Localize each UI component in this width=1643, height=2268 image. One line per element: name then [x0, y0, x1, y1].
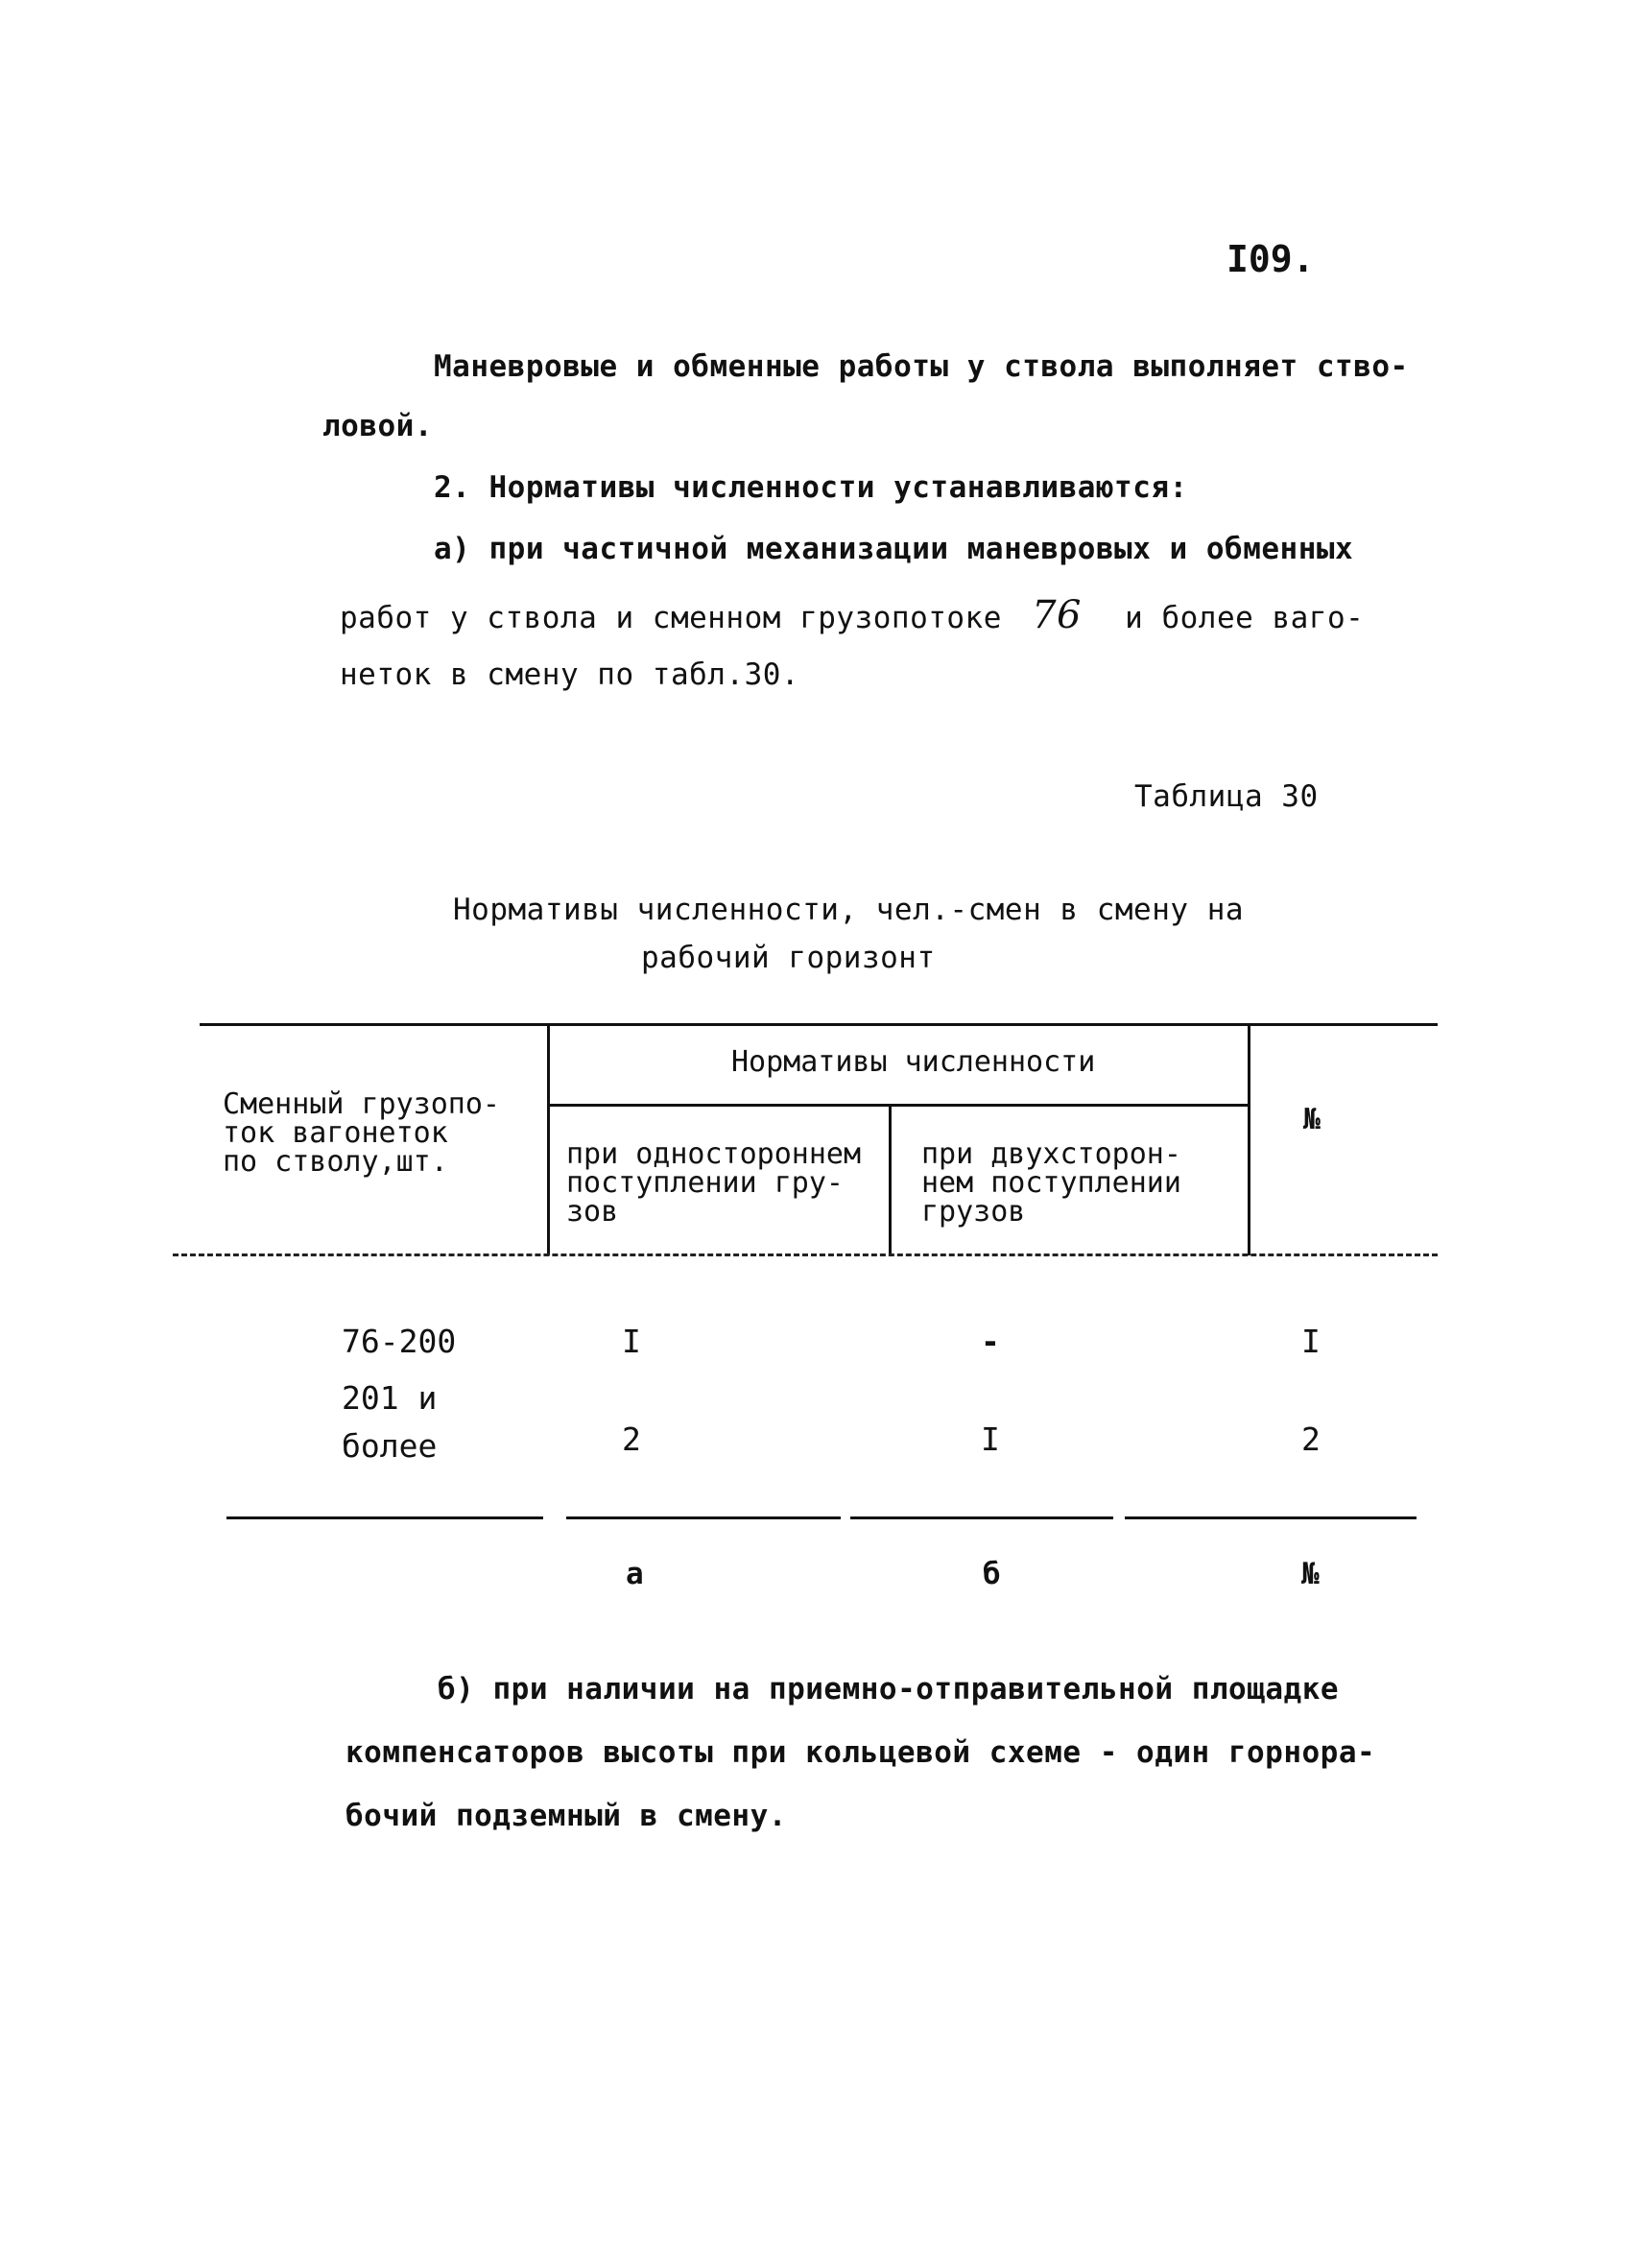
item-a-line-2: [340, 593, 1364, 637]
table-vrule-2: [889, 1104, 892, 1255]
table-bottom-rule-4: [1125, 1516, 1417, 1519]
row-2-range: 201 и более: [342, 1379, 438, 1465]
row-2-number: 2: [1301, 1420, 1321, 1458]
handwritten-value: 76: [1032, 593, 1082, 637]
paragraph-1-line-2: ловой.: [322, 409, 433, 443]
paragraph-1-line-1: Маневровые и обменные работы у ствола выполняет ство-: [434, 349, 1409, 384]
table-title-line-2: рабочий горизонт: [641, 941, 936, 975]
header-one-sided: при одностороннем поступлении гру- зов: [566, 1137, 862, 1229]
row-2-one-sided: 2: [622, 1420, 641, 1458]
row-1-two-sided: -: [981, 1323, 1000, 1360]
table-group-rule: [549, 1104, 1248, 1107]
footer-col-a: а: [626, 1557, 644, 1591]
table-bottom-rule-2: [566, 1516, 841, 1519]
row-1-one-sided: I: [622, 1323, 641, 1360]
header-norms-group: Нормативы численности: [731, 1045, 1096, 1079]
item-a-line-2-before: работ у ствола и сменном грузопотоке: [340, 601, 1002, 635]
item-b-line-3: бочий подземный в смену.: [345, 1799, 787, 1833]
table-vrule-3: [1248, 1023, 1250, 1255]
item-2-heading: 2. Нормативы численности устанавливаются:: [434, 470, 1188, 505]
table-bottom-rule-3: [850, 1516, 1113, 1519]
header-two-sided: при двухсторон- нем поступлении грузов: [921, 1137, 1181, 1229]
item-b-line-2: компенсаторов высоты при кольцевой схеме - один горнора-: [345, 1735, 1376, 1770]
header-number: №: [1303, 1103, 1322, 1136]
item-a-line-2-after: и более ваго-: [1125, 601, 1365, 635]
table-header-bottom-rule: [173, 1253, 1438, 1256]
row-1-range: 76-200: [342, 1323, 457, 1360]
item-a-line-3: неток в смену по табл.30.: [340, 657, 800, 692]
table-vrule-1: [547, 1023, 550, 1255]
table-bottom-rule-1: [226, 1516, 543, 1519]
table-label: Таблица 30: [1134, 779, 1319, 814]
item-a-line-1: а) при частичной механизации маневровых и обменных: [434, 532, 1354, 566]
header-shift-flow: Сменный грузопо- ток вагонеток по стволу,шт.: [223, 1087, 500, 1179]
row-2-two-sided: I: [981, 1420, 1000, 1458]
page-number: I09.: [1226, 238, 1315, 280]
item-b-line-1: б) при наличии на приемно-отправительной площадке: [438, 1672, 1340, 1707]
footer-col-b: б: [983, 1557, 1001, 1591]
table-title-line-1: Нормативы численности, чел.-смен в смену на: [453, 893, 1245, 927]
row-1-number: I: [1301, 1323, 1321, 1360]
table-top-rule: [200, 1023, 1438, 1026]
footer-col-number: №: [1301, 1557, 1320, 1591]
